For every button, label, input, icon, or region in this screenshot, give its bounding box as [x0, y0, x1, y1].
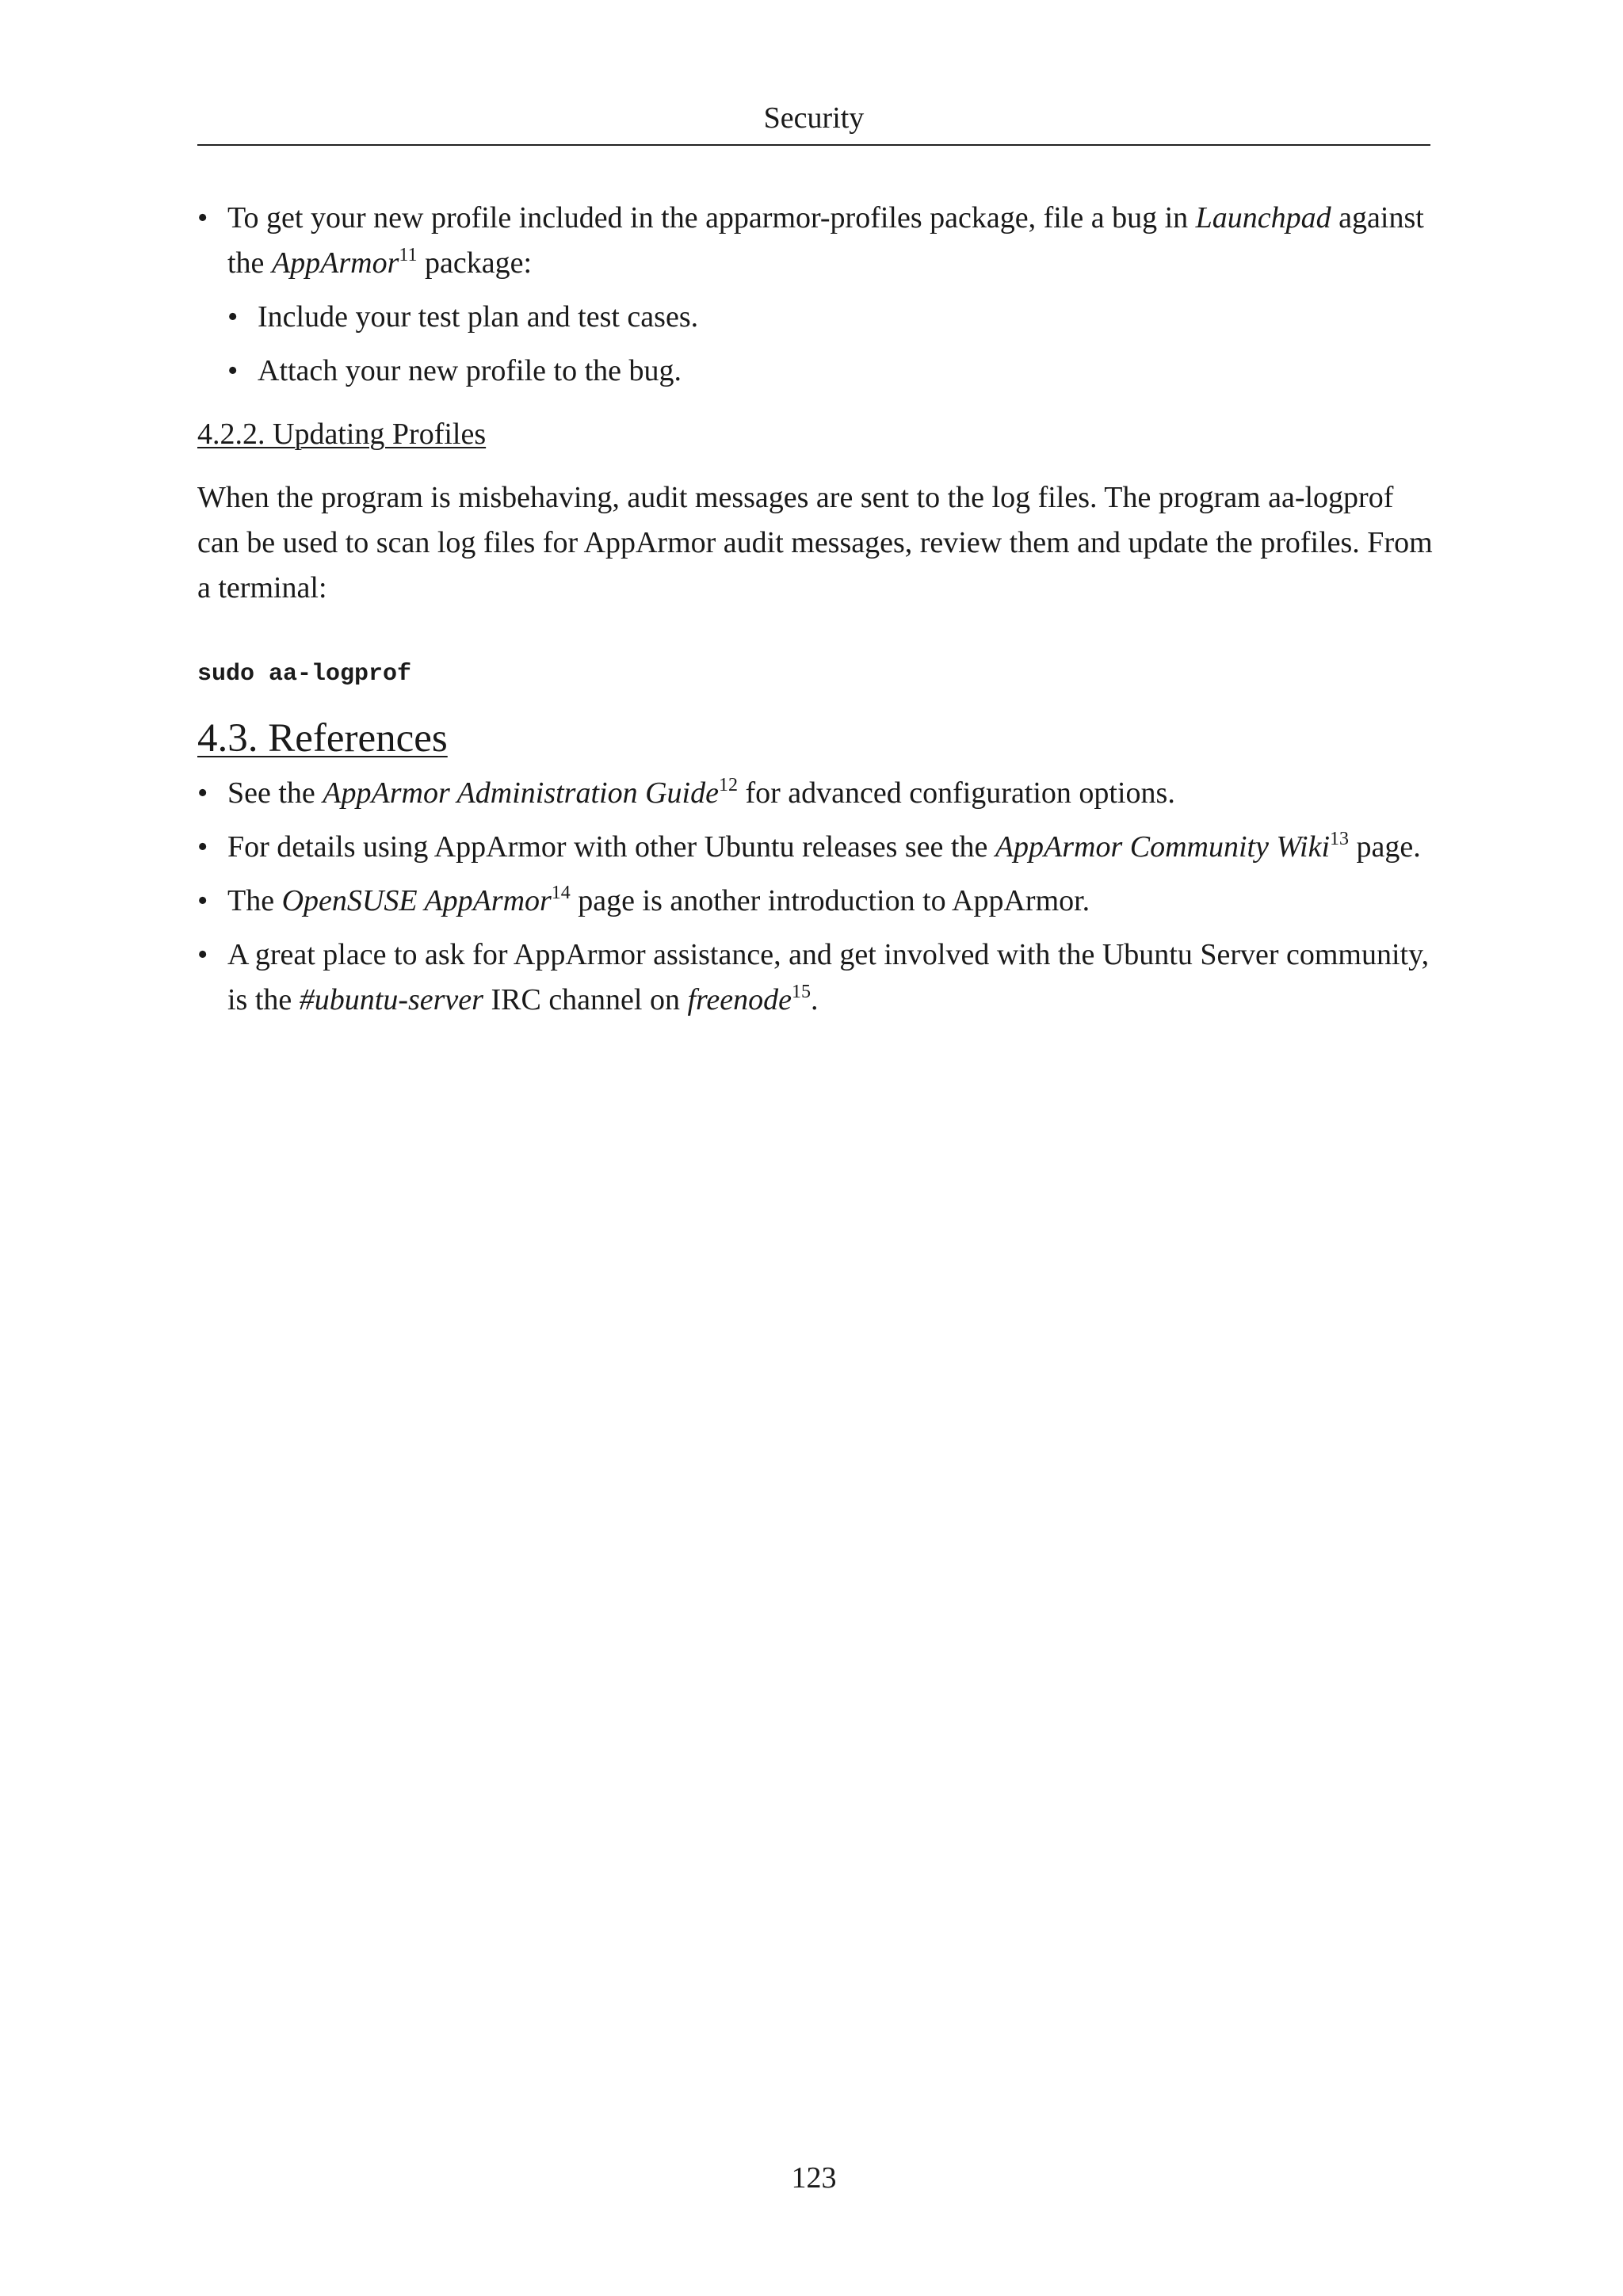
admin-guide-link[interactable]: AppArmor Administration Guide: [323, 776, 719, 810]
list-item-text: package:: [417, 246, 533, 280]
freenode-link[interactable]: freenode: [687, 983, 792, 1016]
apparmor-link[interactable]: AppArmor: [271, 246, 399, 280]
sub-bullet-list: [227, 295, 1434, 394]
subsection-title: 4.2.2. Updating Profiles: [197, 418, 487, 451]
list-item-text: The: [227, 884, 282, 917]
page-body: [197, 196, 1434, 1032]
list-item-irc: [197, 933, 1434, 1023]
sub-list-item-test-plan: • Include your test plan and test cases.: [227, 295, 1434, 340]
list-item-text: See the: [227, 776, 323, 810]
bullet-list-top: [197, 196, 1434, 394]
list-item-opensuse: [197, 879, 1434, 924]
list-item-launchpad: [197, 196, 1434, 394]
list-item-text: For details using AppArmor with other Ubuntu releases see the: [227, 830, 995, 864]
list-item-community-wiki: [197, 825, 1434, 870]
irc-channel-name: #ubuntu-server: [299, 983, 483, 1016]
list-item-text: IRC channel on: [483, 983, 688, 1016]
code-block: sudo aa-logprof: [197, 661, 412, 688]
list-item-text: against the: [227, 201, 1424, 280]
running-header: Security: [763, 101, 865, 135]
footnote-ref[interactable]: 14: [551, 883, 571, 903]
list-item-text: for advanced configuration options.: [737, 776, 1175, 810]
list-item-text: .: [811, 983, 819, 1016]
sub-list-item-attach-profile: • Attach your new profile to the bug.: [227, 349, 1434, 394]
list-item-text: page.: [1349, 830, 1421, 864]
page-number: 123: [791, 2161, 837, 2195]
footnote-ref[interactable]: 13: [1330, 829, 1350, 849]
list-item-text: page is another introduction to AppArmor.: [570, 884, 1090, 917]
list-item-text: To get your new profile included in the apparmor-profiles package, file a bug in: [227, 201, 1196, 235]
community-wiki-link[interactable]: AppArmor Community Wiki: [995, 830, 1331, 864]
launchpad-link[interactable]: Launchpad: [1195, 201, 1331, 235]
section-title: 4.3. References: [197, 716, 448, 761]
references-list: [197, 771, 1434, 1023]
footnote-ref[interactable]: 15: [792, 982, 812, 1002]
list-item-text: A great place to ask for AppArmor assistance, and get involved with the Ubuntu Server community, is the: [227, 938, 1430, 1016]
body-paragraph: When the program is misbehaving, audit messages are sent to the log files. The program aa-logprof can be used to scan log files for AppArmor audit messages, review them and update the profiles. From a terminal:: [197, 481, 1433, 605]
list-item-admin-guide: [197, 771, 1434, 816]
opensuse-apparmor-link[interactable]: OpenSUSE AppArmor: [281, 884, 552, 917]
footnote-ref[interactable]: 12: [718, 775, 738, 795]
footnote-ref[interactable]: 11: [399, 245, 418, 265]
header-rule: [197, 144, 1430, 146]
